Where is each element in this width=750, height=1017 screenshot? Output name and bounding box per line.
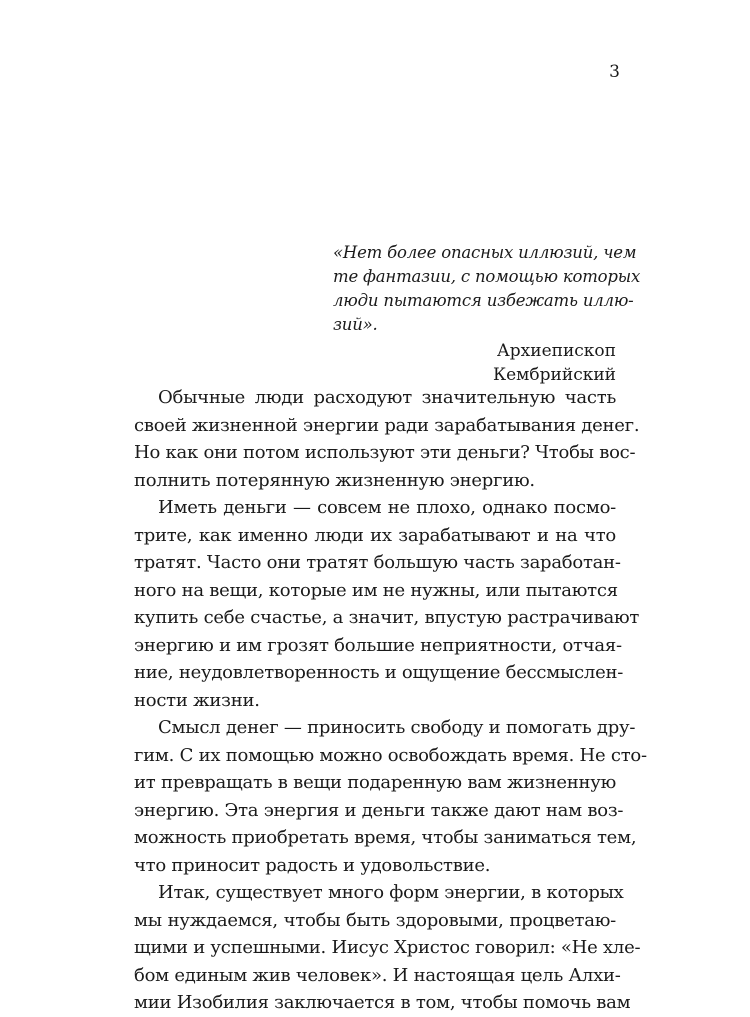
- text-line: Но как они потом используют эти деньги? Чтобы вос-: [134, 442, 636, 463]
- paragraph: [134, 494, 640, 714]
- text-line: ности жизни.: [134, 689, 260, 711]
- text-line: бом единым жив человек». И настоящая цель Алхи-: [134, 964, 621, 986]
- text-line: Обычные люди расходуют значительную часть: [158, 387, 616, 408]
- epigraph-quote-line: «Нет более опасных иллюзий, чем: [333, 243, 637, 262]
- epigraph-quote-line: те фантазии, с помощью которых: [333, 267, 641, 286]
- page-number: 3: [609, 62, 620, 82]
- paragraph: [134, 384, 640, 494]
- text-line: ного на вещи, которые им не нужны, или пытаются: [134, 579, 618, 601]
- text-line: мии Изобилия заключается в том, чтобы помочь вам: [134, 992, 631, 1013]
- epigraph-quote-line: зий».: [333, 315, 378, 334]
- text-line: энергию. Эта энергия и деньги также дают нам воз-: [134, 799, 624, 821]
- paragraph: [134, 714, 647, 879]
- text-line: Итак, существует много форм энергии, в которых: [158, 882, 624, 903]
- text-line: энергию и им грозят большие неприятности, отчая-: [134, 634, 622, 656]
- text-line: Смысл денег — приносить свободу и помогать дру-: [158, 717, 636, 738]
- epigraph-author: [333, 339, 616, 387]
- epigraph-author-line: Кембрийский: [492, 365, 616, 385]
- text-line: Иметь деньги — совсем не плохо, однако посмо-: [158, 497, 616, 518]
- body-text: [134, 384, 647, 1017]
- epigraph-quote: [333, 241, 641, 337]
- paragraph: [134, 879, 641, 1017]
- epigraph: [333, 241, 641, 387]
- text-line: тратят. Часто они тратят большую часть заработан-: [134, 552, 621, 573]
- text-line: гим. С их помощью можно освобождать время. Не сто-: [134, 744, 647, 766]
- text-line: полнить потерянную жизненную энергию.: [134, 469, 535, 491]
- text-line: трите, как именно люди их зарабатывают и на что: [134, 524, 616, 546]
- text-line: что приносит радость и удовольствие.: [134, 854, 491, 876]
- text-line: ит превращать в вещи подаренную вам жизненную: [134, 772, 616, 793]
- text-line: ние, неудовлетворенность и ощущение бессмыслен-: [134, 662, 624, 683]
- text-line: щими и успешными. Иисус Христос говорил: «Не хле-: [134, 937, 641, 958]
- text-line: купить себе счастье, а значит, впустую растрачивают: [134, 607, 640, 628]
- epigraph-author-line: Архиепископ: [496, 341, 616, 361]
- epigraph-quote-line: люди пытаются избежать иллю-: [333, 291, 634, 310]
- text-line: мы нуждаемся, чтобы быть здоровыми, процветаю-: [134, 909, 616, 931]
- text-line: можность приобретать время, чтобы заниматься тем,: [134, 827, 637, 848]
- text-line: своей жизненной энергии ради зарабатывания денег.: [134, 414, 640, 436]
